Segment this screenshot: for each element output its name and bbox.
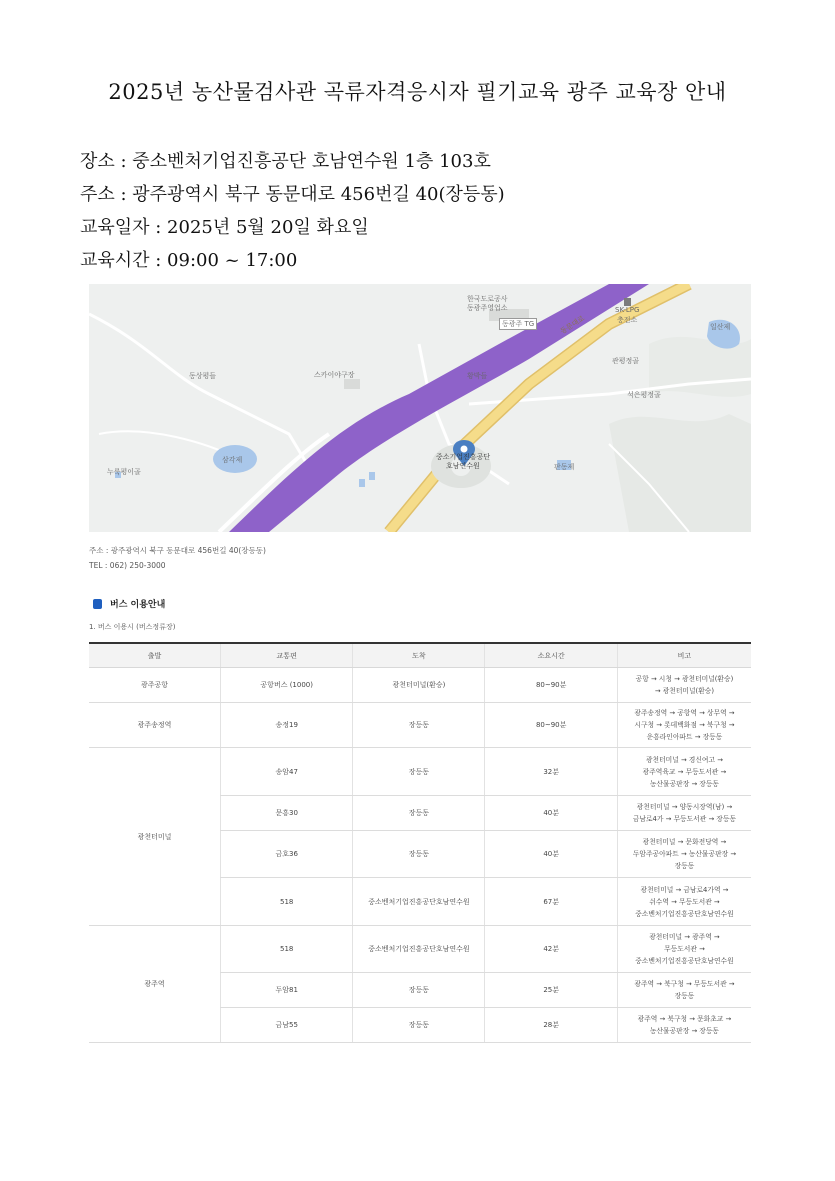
cell-arrival: 광천터미널(환승) <box>353 668 485 703</box>
cell-note <box>617 926 751 973</box>
cell-transport: 공항버스 (1000) <box>221 668 353 703</box>
note-line: 장등동 <box>674 862 695 870</box>
map-label: 동상평들 <box>189 372 217 380</box>
map-label: 일산제 <box>710 323 731 331</box>
table-row <box>89 926 751 973</box>
cell-transport: 문흥30 <box>221 796 353 831</box>
cell-arrival: 장등동 <box>353 831 485 878</box>
note-line: 운흥라인아파트 → 장등동 <box>646 733 723 741</box>
col-note: 비고 <box>617 643 751 668</box>
cell-note <box>617 796 751 831</box>
bus-table <box>89 642 751 1043</box>
cell-origin: 광주역 <box>89 926 221 1043</box>
note-line: 농산물공판장 → 장등동 <box>649 1027 719 1035</box>
col-duration: 소요시간 <box>485 643 617 668</box>
map-label: 동광주영업소 <box>467 304 508 312</box>
cell-transport: 518 <box>221 926 353 973</box>
cell-note <box>617 668 751 703</box>
bus-icon <box>93 599 102 609</box>
cell-note <box>617 748 751 796</box>
map-label: 황박들 <box>467 372 488 380</box>
cell-transport: 금남55 <box>221 1008 353 1043</box>
note-line: 장등동 <box>674 992 695 1000</box>
cell-arrival: 장등동 <box>353 973 485 1008</box>
map-label: 한국도로공사 <box>467 295 508 303</box>
map-label: SK-LPG <box>615 306 640 314</box>
page-title: 2025년 농산물검사관 곡류자격응시자 필기교육 광주 교육장 안내 <box>108 80 727 104</box>
cell-transport: 금호36 <box>221 831 353 878</box>
note-line: 중소벤처기업진흥공단호남연수원 <box>635 909 734 918</box>
contact-tel: TEL : 062) 250-3000 <box>89 561 166 570</box>
map-label: 충전소 <box>617 316 638 324</box>
info-address: 주소 : 광주광역시 북구 동문대로 456번길 40(장등동) <box>80 184 505 205</box>
table-header-row <box>89 643 751 668</box>
map-graphic <box>89 284 751 532</box>
map-label: 호남연수원 <box>446 462 480 470</box>
note-line: 광주역육교 → 무등도서관 → <box>642 767 727 776</box>
cell-origin: 광주공항 <box>89 668 221 703</box>
cell-duration: 28분 <box>485 1008 617 1043</box>
col-origin: 출발 <box>89 643 221 668</box>
gas-station-icon <box>624 298 631 306</box>
map-label: 동광주 TG <box>499 318 537 330</box>
info-time: 교육시간 : 09:00 ~ 17:00 <box>80 250 298 271</box>
cell-duration: 80~90분 <box>485 668 617 703</box>
map-label: 판동제 <box>554 463 575 471</box>
cell-note <box>617 703 751 748</box>
cell-duration: 40분 <box>485 831 617 878</box>
cell-note <box>617 831 751 878</box>
cell-arrival: 장등동 <box>353 748 485 796</box>
map-label: 석은평정골 <box>627 391 661 399</box>
table-row <box>89 668 751 703</box>
note-line: 광천터미널 → 금남로4가역 → <box>640 885 729 894</box>
bus-subheading: 1. 버스 이용시 (버스정류장) <box>89 623 176 631</box>
cell-note <box>617 1008 751 1043</box>
cell-origin: 광천터미널 <box>89 748 221 926</box>
info-date: 교육일자 : 2025년 5월 20일 화요일 <box>80 217 369 238</box>
note-line: 쉬수역 → 무등도서관 → <box>649 897 720 906</box>
map-label: 누룩평이골 <box>107 468 141 476</box>
note-line: 광천터미널 → 경신여고 → <box>645 755 723 764</box>
note-line: 농산물공판장 → 장등동 <box>649 779 719 788</box>
cell-duration: 80~90분 <box>485 703 617 748</box>
bus-section-heading <box>93 597 165 610</box>
cell-transport: 송암47 <box>221 748 353 796</box>
note-line: → 광천터미널(환승) <box>654 687 714 695</box>
table-row <box>89 703 751 748</box>
cell-origin: 광주송정역 <box>89 703 221 748</box>
col-arrival: 도착 <box>353 643 485 668</box>
cell-arrival: 중소벤처기업진흥공단호남연수원 <box>353 926 485 973</box>
cell-transport: 두암81 <box>221 973 353 1008</box>
cell-duration: 40분 <box>485 796 617 831</box>
note-line: 공항 → 시청 → 광천터미널(환승) <box>635 675 734 683</box>
note-line: 무등도서관 → <box>664 945 705 953</box>
cell-transport: 518 <box>221 878 353 926</box>
map-label: 삼각제 <box>222 456 243 464</box>
location-map[interactable] <box>89 284 751 532</box>
note-line: 광천터미널 → 광주역 → <box>649 933 720 941</box>
note-line: 광주역 → 북구청 → 무등도서관 → <box>634 980 735 988</box>
cell-duration: 25분 <box>485 973 617 1008</box>
info-place: 장소 : 중소벤처기업진흥공단 호남연수원 1층 103호 <box>80 151 491 172</box>
cell-arrival: 장등동 <box>353 796 485 831</box>
contact-block <box>89 543 266 573</box>
table-row <box>89 748 751 796</box>
contact-address: 주소 : 광주광역시 북구 동문대로 456번길 40(장등동) <box>89 546 266 555</box>
note-line: 시구청 → 롯데백화점 → 북구청 → <box>634 721 735 729</box>
map-label: 중소기업진흥공단 <box>436 453 491 461</box>
note-line: 광주역 → 북구청 → 문화초교 → <box>637 1015 732 1023</box>
bus-heading-label: 버스 이용안내 <box>110 600 166 610</box>
cell-note <box>617 878 751 926</box>
note-line: 광천터미널 → 문화전당역 → <box>642 838 727 846</box>
note-line: 두암주공아파트 → 농산물공판장 → <box>632 850 737 858</box>
cell-duration: 67분 <box>485 878 617 926</box>
note-line: 광주송정역 → 공항역 → 상무역 → <box>634 709 735 717</box>
cell-transport: 송정19 <box>221 703 353 748</box>
note-line: 광천터미널 → 양동시장역(남) → <box>636 803 733 811</box>
cell-arrival: 장등동 <box>353 1008 485 1043</box>
cell-arrival: 중소벤처기업진흥공단호남연수원 <box>353 878 485 926</box>
map-label: 스카이야구장 <box>314 371 355 379</box>
cell-duration: 42분 <box>485 926 617 973</box>
map-label: 동문대로 <box>559 314 587 336</box>
cell-note <box>617 973 751 1008</box>
cell-duration: 32분 <box>485 748 617 796</box>
map-label: 관평정골 <box>612 357 640 365</box>
cell-arrival: 장등동 <box>353 703 485 748</box>
note-line: 금남로4가 → 무등도서관 → 장등동 <box>632 815 737 823</box>
col-transport: 교통편 <box>221 643 353 668</box>
note-line: 중소벤처기업진흥공단호남연수원 <box>635 957 734 965</box>
